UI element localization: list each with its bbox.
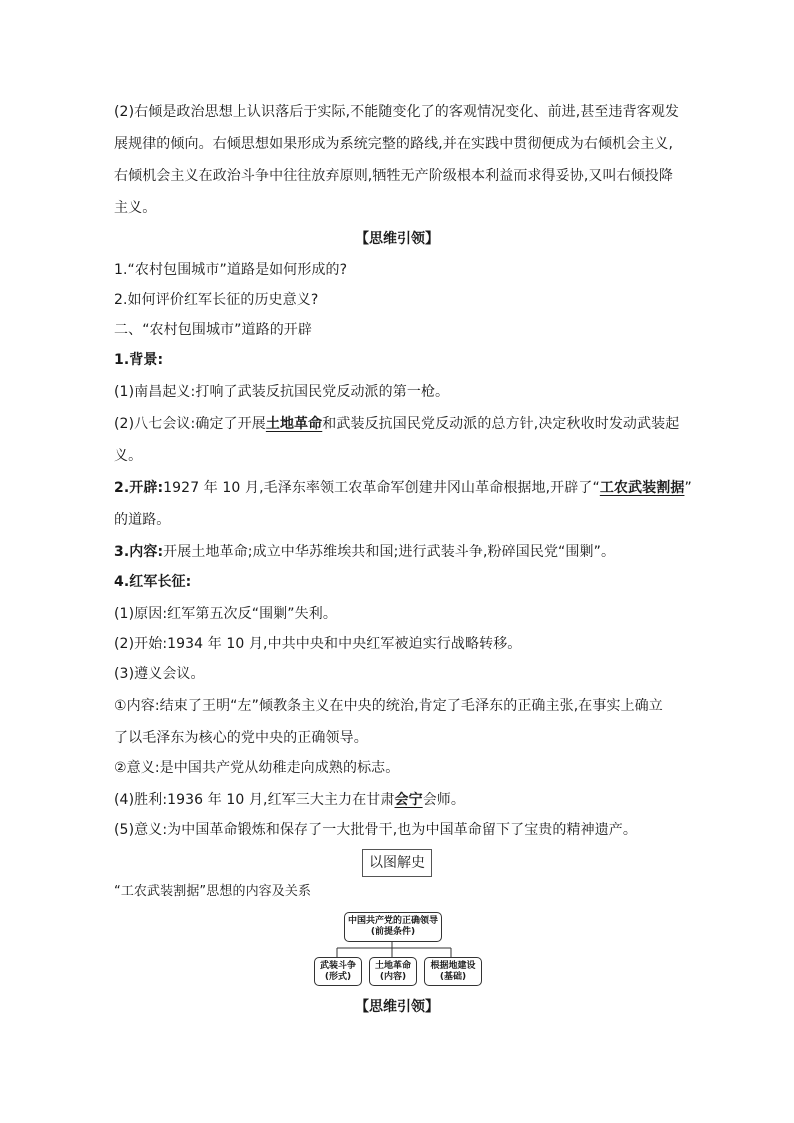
diagram-caption: “工农武装割据”思想的内容及关系: [114, 884, 312, 899]
background-item-1: (1)南昌起义:打响了武装反抗国民党反动派的第一枪。: [114, 384, 450, 400]
background-label: 1.背景:: [114, 352, 164, 368]
section-title: 二、“农村包围城市”道路的开辟: [114, 322, 313, 338]
zunyi-content-line1: ①内容:结束了王明“左”倾教条主义在中央的统治,肯定了毛泽东的正确主张,在事实上确立: [114, 698, 663, 714]
diagram-node-armed-struggle: 武装斗争 (形式): [314, 957, 362, 986]
long-march-reason: (1)原因:红军第五次反“围剿”失利。: [114, 606, 337, 622]
long-march-victory: (4)胜利:1936 年 10 月,红军三大主力在甘肃会宁会师。: [114, 792, 466, 808]
huining-emphasis: 会宁: [394, 792, 423, 808]
para-right-deviation-line4: 主义。: [114, 200, 157, 216]
diagram-node-land-revolution: 土地革命 (内容): [369, 957, 417, 986]
picture-history-heading: 以图解史: [0, 851, 794, 875]
zunyi-conference: (3)遵义会议。: [114, 666, 205, 682]
zunyi-content-line2: 了以毛泽东为核心的党中央的正确领导。: [114, 730, 368, 746]
question-2: 2.如何评价红军长征的历史意义?: [114, 292, 319, 308]
background-item-2: (2)八七会议:确定了开展土地革命和武装反抗国民党反动派的总方针,决定秋收时发动武装起: [114, 416, 680, 432]
long-march-meaning: (5)意义:为中国革命锻炼和保存了一大批骨干,也为中国革命留下了宝贵的精神遗产。: [114, 822, 637, 838]
content-paragraph: 3.内容:开展土地革命;成立中华苏维埃共和国;进行武装斗争,粉碎国民党“围剿”。: [114, 544, 616, 560]
background-item-2-cont: 义。: [114, 448, 143, 464]
opening-paragraph: 2.开辟:1927 年 10 月,毛泽东率领工农革命军创建井冈山革命根据地,开辟了“工农武装割据”: [114, 480, 692, 496]
workers-peasants-armed-emphasis: 工农武装割据: [599, 480, 685, 496]
long-march-start: (2)开始:1934 年 10 月,中共中央和中央红军被迫实行战略转移。: [114, 636, 522, 652]
land-revolution-emphasis: 土地革命: [265, 416, 323, 432]
zunyi-meaning: ②意义:是中国共产党从幼稚走向成熟的标志。: [114, 760, 400, 776]
diagram-node-party-leadership: 中国共产党的正确领导 (前提条件): [344, 912, 442, 942]
para-right-deviation-line1: (2)右倾是政治思想上认识落后于实际,不能随变化了的客观情况变化、前进,甚至违背客观发: [114, 104, 680, 120]
thinking-guide-heading: 【思维引领】: [355, 231, 439, 247]
opening-paragraph-cont: 的道路。: [114, 512, 171, 528]
diagram-node-base-building: 根据地建设 (基础): [424, 957, 482, 986]
long-march-label: 4.红军长征:: [114, 574, 192, 590]
para-right-deviation-line2: 展规律的倾向。右倾思想如果形成为系统完整的路线,并在实践中贯彻便成为右倾机会主义,: [114, 136, 673, 152]
question-1: 1.“农村包围城市”道路是如何形成的?: [114, 262, 348, 278]
thinking-guide-heading-2: 【思维引领】: [355, 999, 439, 1015]
para-right-deviation-line3: 右倾机会主义在政治斗争中往往放弃原则,牺牲无产阶级根本利益而求得妥协,又叫右倾投降: [114, 168, 673, 184]
workers-peasants-diagram: [300, 908, 500, 988]
